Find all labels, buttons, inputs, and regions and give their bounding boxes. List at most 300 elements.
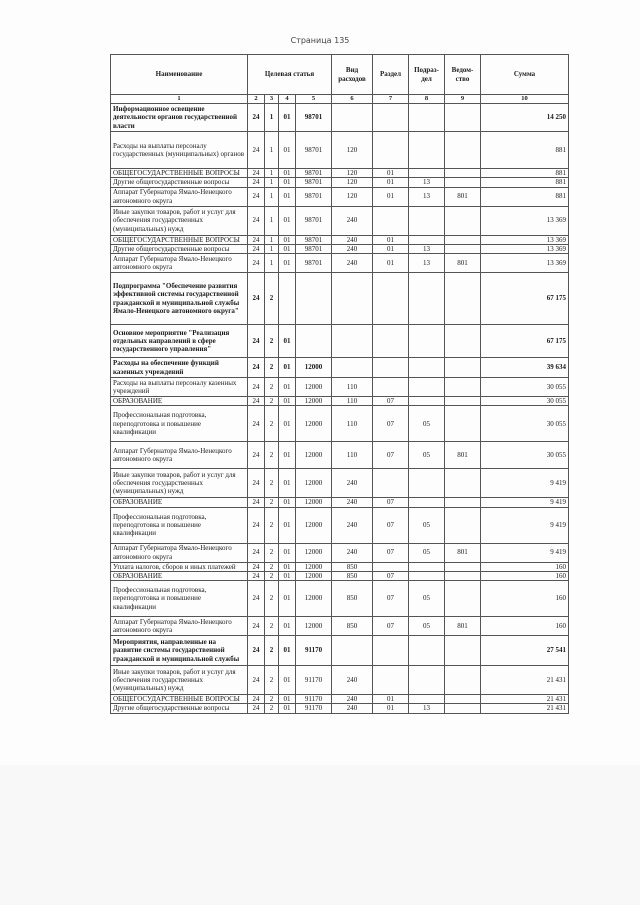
col-number: 4 (279, 95, 296, 104)
target-direction-cell: 12000 (296, 358, 332, 378)
section-cell (373, 636, 409, 666)
amount-cell: 30 055 (481, 378, 569, 397)
expense-type-cell: 850 (332, 571, 373, 580)
table-row (111, 636, 569, 666)
target-measure-cell: 01 (279, 617, 296, 636)
target-program-cell: 24 (248, 273, 265, 325)
table-body (111, 104, 569, 714)
target-program-cell: 24 (248, 358, 265, 378)
expense-type-cell: 240 (332, 498, 373, 507)
table-header-row (111, 55, 569, 95)
expense-type-cell: 110 (332, 406, 373, 442)
table-row (111, 397, 569, 406)
expense-type-cell: 110 (332, 378, 373, 397)
amount-cell: 13 369 (481, 254, 569, 273)
subsection-cell: 13 (409, 254, 445, 273)
section-cell (373, 325, 409, 358)
subsection-cell: 05 (409, 406, 445, 442)
subsection-cell (409, 235, 445, 244)
target-program-cell: 24 (248, 187, 265, 206)
department-cell (445, 169, 481, 178)
subsection-cell: 05 (409, 543, 445, 562)
expense-type-cell: 120 (332, 169, 373, 178)
target-subprogram-cell: 1 (265, 206, 279, 235)
target-measure-cell: 01 (279, 206, 296, 235)
expense-type-cell: 850 (332, 617, 373, 636)
table-row (111, 244, 569, 253)
department-cell (445, 358, 481, 378)
subsection-cell: 05 (409, 507, 445, 543)
target-direction-cell: 12000 (296, 469, 332, 498)
amount-cell: 14 250 (481, 104, 569, 132)
expense-type-cell: 240 (332, 507, 373, 543)
row-name-cell: ОБРАЗОВАНИЕ (111, 397, 248, 406)
row-name-cell: ОБЩЕГОСУДАРСТВЕННЫЕ ВОПРОСЫ (111, 169, 248, 178)
target-subprogram-cell: 1 (265, 254, 279, 273)
target-program-cell: 24 (248, 235, 265, 244)
target-subprogram-cell: 2 (265, 469, 279, 498)
amount-cell: 39 634 (481, 358, 569, 378)
section-cell (373, 562, 409, 571)
target-measure-cell: 01 (279, 358, 296, 378)
expense-type-cell: 110 (332, 397, 373, 406)
amount-cell: 9 419 (481, 469, 569, 498)
section-cell: 07 (373, 397, 409, 406)
subsection-cell (409, 378, 445, 397)
row-name-cell: ОБЩЕГОСУДАРСТВЕННЫЕ ВОПРОСЫ (111, 695, 248, 704)
target-subprogram-cell: 1 (265, 235, 279, 244)
expense-type-cell: 110 (332, 442, 373, 469)
department-cell (445, 704, 481, 713)
expense-type-cell (332, 358, 373, 378)
col-number: 3 (265, 95, 279, 104)
target-program-cell: 24 (248, 378, 265, 397)
target-direction-cell: 12000 (296, 617, 332, 636)
target-measure-cell: 01 (279, 469, 296, 498)
department-cell (445, 244, 481, 253)
expense-type-cell (332, 104, 373, 132)
target-program-cell: 24 (248, 469, 265, 498)
expense-type-cell: 240 (332, 695, 373, 704)
section-cell (373, 378, 409, 397)
header-name: Наименование (111, 55, 248, 95)
col-number: 10 (481, 95, 569, 104)
target-direction-cell: 98701 (296, 132, 332, 169)
expense-type-cell: 120 (332, 132, 373, 169)
row-name-cell: Аппарат Губернатора Ямало-Ненецкого автономного округа (111, 442, 248, 469)
col-number: 1 (111, 95, 248, 104)
target-measure-cell: 01 (279, 378, 296, 397)
target-program-cell: 24 (248, 169, 265, 178)
section-cell: 07 (373, 498, 409, 507)
target-measure-cell: 01 (279, 704, 296, 713)
target-subprogram-cell: 2 (265, 571, 279, 580)
row-name-cell: Мероприятия, направленные на развитие системы государственной гражданской и муниципальной службы (111, 636, 248, 666)
target-measure-cell: 01 (279, 507, 296, 543)
amount-cell: 160 (481, 581, 569, 617)
section-cell: 01 (373, 254, 409, 273)
target-program-cell: 24 (248, 666, 265, 695)
section-cell: 07 (373, 617, 409, 636)
subsection-cell (409, 695, 445, 704)
target-subprogram-cell: 1 (265, 132, 279, 169)
department-cell (445, 581, 481, 617)
header-amount: Сумма (481, 55, 569, 95)
target-program-cell: 24 (248, 254, 265, 273)
row-name-cell: Иные закупки товаров, работ и услуг для обеспечения государственных (муниципальных) нужд (111, 666, 248, 695)
target-measure-cell: 01 (279, 695, 296, 704)
expense-type-cell (332, 325, 373, 358)
subsection-cell (409, 469, 445, 498)
section-cell: 01 (373, 695, 409, 704)
section-cell: 01 (373, 178, 409, 187)
target-subprogram-cell: 2 (265, 562, 279, 571)
target-direction-cell: 12000 (296, 397, 332, 406)
target-measure-cell: 01 (279, 397, 296, 406)
header-department: Ведом-ство (445, 55, 481, 95)
subsection-cell (409, 397, 445, 406)
target-program-cell: 24 (248, 442, 265, 469)
target-subprogram-cell: 1 (265, 104, 279, 132)
row-name-cell: Иные закупки товаров, работ и услуг для обеспечения государственных (муниципальных) нужд (111, 469, 248, 498)
subsection-cell (409, 571, 445, 580)
amount-cell: 30 055 (481, 442, 569, 469)
target-direction-cell: 98701 (296, 244, 332, 253)
amount-cell: 9 419 (481, 543, 569, 562)
department-cell (445, 406, 481, 442)
department-cell (445, 378, 481, 397)
department-cell (445, 498, 481, 507)
expense-type-cell: 240 (332, 666, 373, 695)
table-row (111, 206, 569, 235)
target-measure-cell: 01 (279, 581, 296, 617)
amount-cell: 67 175 (481, 325, 569, 358)
amount-cell: 13 369 (481, 235, 569, 244)
table-row (111, 571, 569, 580)
target-subprogram-cell: 2 (265, 695, 279, 704)
target-program-cell: 24 (248, 543, 265, 562)
department-cell (445, 571, 481, 580)
header-expense-type: Вид расходов (332, 55, 373, 95)
target-direction-cell: 12000 (296, 442, 332, 469)
table-row (111, 507, 569, 543)
subsection-cell (409, 169, 445, 178)
budget-table (110, 54, 569, 714)
expense-type-cell (332, 273, 373, 325)
col-number: 8 (409, 95, 445, 104)
subsection-cell (409, 498, 445, 507)
col-number: 5 (296, 95, 332, 104)
amount-cell: 30 055 (481, 406, 569, 442)
subsection-cell (409, 325, 445, 358)
target-program-cell: 24 (248, 562, 265, 571)
expense-type-cell: 240 (332, 235, 373, 244)
expense-type-cell: 240 (332, 254, 373, 273)
section-cell (373, 469, 409, 498)
target-subprogram-cell: 2 (265, 704, 279, 713)
department-cell (445, 325, 481, 358)
target-subprogram-cell: 1 (265, 187, 279, 206)
subsection-cell (409, 132, 445, 169)
section-cell: 01 (373, 235, 409, 244)
target-measure-cell: 01 (279, 178, 296, 187)
amount-cell: 13 369 (481, 244, 569, 253)
department-cell (445, 104, 481, 132)
target-measure-cell: 01 (279, 543, 296, 562)
target-subprogram-cell: 2 (265, 442, 279, 469)
row-name-cell: Профессиональная подготовка, переподготовка и повышение квалификации (111, 507, 248, 543)
target-program-cell: 24 (248, 704, 265, 713)
target-direction-cell: 12000 (296, 498, 332, 507)
section-cell: 01 (373, 169, 409, 178)
target-direction-cell: 12000 (296, 543, 332, 562)
expense-type-cell: 850 (332, 562, 373, 571)
table-row (111, 187, 569, 206)
expense-type-cell: 240 (332, 469, 373, 498)
section-cell: 01 (373, 187, 409, 206)
subsection-cell: 13 (409, 178, 445, 187)
table-row (111, 442, 569, 469)
department-cell (445, 562, 481, 571)
target-program-cell: 24 (248, 617, 265, 636)
amount-cell: 9 419 (481, 507, 569, 543)
target-subprogram-cell: 2 (265, 325, 279, 358)
target-program-cell: 24 (248, 132, 265, 169)
target-direction-cell: 12000 (296, 562, 332, 571)
target-subprogram-cell: 1 (265, 178, 279, 187)
section-cell (373, 358, 409, 378)
row-name-cell: Расходы на выплаты персоналу казенных учреждений (111, 378, 248, 397)
target-measure-cell: 01 (279, 325, 296, 358)
table-row (111, 498, 569, 507)
target-direction-cell: 12000 (296, 581, 332, 617)
table-row (111, 617, 569, 636)
target-subprogram-cell: 2 (265, 273, 279, 325)
table-row (111, 169, 569, 178)
target-program-cell: 24 (248, 406, 265, 442)
table-row (111, 235, 569, 244)
target-program-cell: 24 (248, 206, 265, 235)
target-subprogram-cell: 1 (265, 169, 279, 178)
row-name-cell: Профессиональная подготовка, переподготовка и повышение квалификации (111, 406, 248, 442)
target-measure-cell: 01 (279, 571, 296, 580)
row-name-cell: Другие общегосударственные вопросы (111, 704, 248, 713)
row-name-cell: ОБРАЗОВАНИЕ (111, 571, 248, 580)
department-cell: 801 (445, 442, 481, 469)
amount-cell: 881 (481, 187, 569, 206)
amount-cell: 160 (481, 571, 569, 580)
expense-type-cell: 850 (332, 581, 373, 617)
target-measure-cell: 01 (279, 442, 296, 469)
department-cell (445, 235, 481, 244)
target-program-cell: 24 (248, 325, 265, 358)
table-row (111, 132, 569, 169)
target-direction-cell: 91170 (296, 666, 332, 695)
target-subprogram-cell: 2 (265, 581, 279, 617)
target-subprogram-cell: 2 (265, 617, 279, 636)
row-name-cell: Иные закупки товаров, работ и услуг для обеспечения государственных (муниципальных) нужд (111, 206, 248, 235)
department-cell: 801 (445, 254, 481, 273)
row-name-cell: Аппарат Губернатора Ямало-Ненецкого автономного округа (111, 617, 248, 636)
target-direction-cell: 91170 (296, 695, 332, 704)
table-row (111, 562, 569, 571)
expense-type-cell: 240 (332, 244, 373, 253)
target-program-cell: 24 (248, 397, 265, 406)
department-cell: 801 (445, 187, 481, 206)
section-cell (373, 132, 409, 169)
target-direction-cell: 98701 (296, 235, 332, 244)
target-direction-cell: 98701 (296, 187, 332, 206)
subsection-cell: 05 (409, 581, 445, 617)
row-name-cell: Аппарат Губернатора Ямало-Ненецкого автономного округа (111, 543, 248, 562)
target-measure-cell: 01 (279, 562, 296, 571)
amount-cell: 67 175 (481, 273, 569, 325)
target-measure-cell: 01 (279, 498, 296, 507)
amount-cell: 21 431 (481, 695, 569, 704)
department-cell (445, 273, 481, 325)
column-number-row (111, 95, 569, 104)
target-subprogram-cell: 2 (265, 507, 279, 543)
department-cell (445, 178, 481, 187)
subsection-cell (409, 562, 445, 571)
target-direction-cell: 12000 (296, 571, 332, 580)
table-row (111, 254, 569, 273)
target-program-cell: 24 (248, 507, 265, 543)
target-measure-cell: 01 (279, 132, 296, 169)
amount-cell: 881 (481, 132, 569, 169)
target-subprogram-cell: 2 (265, 498, 279, 507)
col-number: 7 (373, 95, 409, 104)
table-row (111, 378, 569, 397)
target-program-cell: 24 (248, 498, 265, 507)
target-measure-cell (279, 273, 296, 325)
table-row (111, 406, 569, 442)
target-program-cell: 24 (248, 244, 265, 253)
expense-type-cell: 120 (332, 178, 373, 187)
section-cell: 01 (373, 244, 409, 253)
row-name-cell: Другие общегосударственные вопросы (111, 244, 248, 253)
target-measure-cell: 01 (279, 169, 296, 178)
table-row (111, 704, 569, 713)
target-measure-cell: 01 (279, 254, 296, 273)
target-measure-cell: 01 (279, 104, 296, 132)
col-number: 9 (445, 95, 481, 104)
subsection-cell: 13 (409, 704, 445, 713)
subsection-cell: 13 (409, 187, 445, 206)
section-cell: 07 (373, 406, 409, 442)
target-measure-cell: 01 (279, 406, 296, 442)
department-cell (445, 469, 481, 498)
table-row (111, 273, 569, 325)
header-target-article: Целевая статья (248, 55, 332, 95)
amount-cell: 9 419 (481, 498, 569, 507)
expense-type-cell: 120 (332, 187, 373, 206)
amount-cell: 27 541 (481, 636, 569, 666)
expense-type-cell: 240 (332, 704, 373, 713)
target-program-cell: 24 (248, 581, 265, 617)
target-direction-cell (296, 273, 332, 325)
row-name-cell: Аппарат Губернатора Ямало-Ненецкого автономного округа (111, 187, 248, 206)
target-measure-cell: 01 (279, 636, 296, 666)
section-cell: 07 (373, 543, 409, 562)
col-number: 6 (332, 95, 373, 104)
target-subprogram-cell: 2 (265, 636, 279, 666)
section-cell: 07 (373, 571, 409, 580)
row-name-cell: Другие общегосударственные вопросы (111, 178, 248, 187)
department-cell (445, 397, 481, 406)
section-cell: 07 (373, 507, 409, 543)
table-row (111, 104, 569, 132)
target-subprogram-cell: 2 (265, 397, 279, 406)
subsection-cell (409, 636, 445, 666)
expense-type-cell (332, 636, 373, 666)
target-direction-cell: 98701 (296, 104, 332, 132)
row-name-cell: Основное мероприятие "Реализация отдельных направлений в сфере государственного управления" (111, 325, 248, 358)
amount-cell: 21 431 (481, 704, 569, 713)
header-section: Раздел (373, 55, 409, 95)
page-number-label: Страница 135 (290, 36, 350, 45)
section-cell: 01 (373, 704, 409, 713)
target-program-cell: 24 (248, 695, 265, 704)
row-name-cell: Профессиональная подготовка, переподготовка и повышение квалификации (111, 581, 248, 617)
department-cell: 801 (445, 543, 481, 562)
target-direction-cell: 12000 (296, 507, 332, 543)
target-measure-cell: 01 (279, 666, 296, 695)
department-cell (445, 636, 481, 666)
department-cell (445, 206, 481, 235)
amount-cell: 881 (481, 178, 569, 187)
table-row (111, 358, 569, 378)
department-cell (445, 507, 481, 543)
target-direction-cell: 91170 (296, 636, 332, 666)
target-subprogram-cell: 2 (265, 543, 279, 562)
target-measure-cell: 01 (279, 244, 296, 253)
target-direction-cell: 12000 (296, 378, 332, 397)
table-row (111, 325, 569, 358)
row-name-cell: Аппарат Губернатора Ямало-Ненецкого автономного округа (111, 254, 248, 273)
section-cell (373, 666, 409, 695)
expense-type-cell: 240 (332, 206, 373, 235)
department-cell: 801 (445, 617, 481, 636)
table-row (111, 666, 569, 695)
target-direction-cell: 98701 (296, 178, 332, 187)
subsection-cell (409, 666, 445, 695)
header-subsection: Подраз-дел (409, 55, 445, 95)
department-cell (445, 666, 481, 695)
expense-type-cell: 240 (332, 543, 373, 562)
row-name-cell: Информационное освещение деятельности органов государственной власти (111, 104, 248, 132)
target-subprogram-cell: 2 (265, 358, 279, 378)
subsection-cell (409, 206, 445, 235)
row-name-cell: Расходы на выплаты персоналу государственных (муниципальных) органов (111, 132, 248, 169)
target-measure-cell: 01 (279, 235, 296, 244)
row-name-cell: ОБЩЕГОСУДАРСТВЕННЫЕ ВОПРОСЫ (111, 235, 248, 244)
row-name-cell: Подпрограмма "Обеспечение развития эффективной системы государственной гражданской и муниципальной службы Ямало-Ненецкого автономного округа" (111, 273, 248, 325)
table-row (111, 543, 569, 562)
target-program-cell: 24 (248, 636, 265, 666)
subsection-cell (409, 104, 445, 132)
row-name-cell: ОБРАЗОВАНИЕ (111, 498, 248, 507)
target-direction-cell: 12000 (296, 406, 332, 442)
target-program-cell: 24 (248, 104, 265, 132)
table-row (111, 178, 569, 187)
target-direction-cell: 98701 (296, 206, 332, 235)
department-cell (445, 695, 481, 704)
subsection-cell: 05 (409, 617, 445, 636)
subsection-cell (409, 358, 445, 378)
subsection-cell: 13 (409, 244, 445, 253)
section-cell: 07 (373, 581, 409, 617)
